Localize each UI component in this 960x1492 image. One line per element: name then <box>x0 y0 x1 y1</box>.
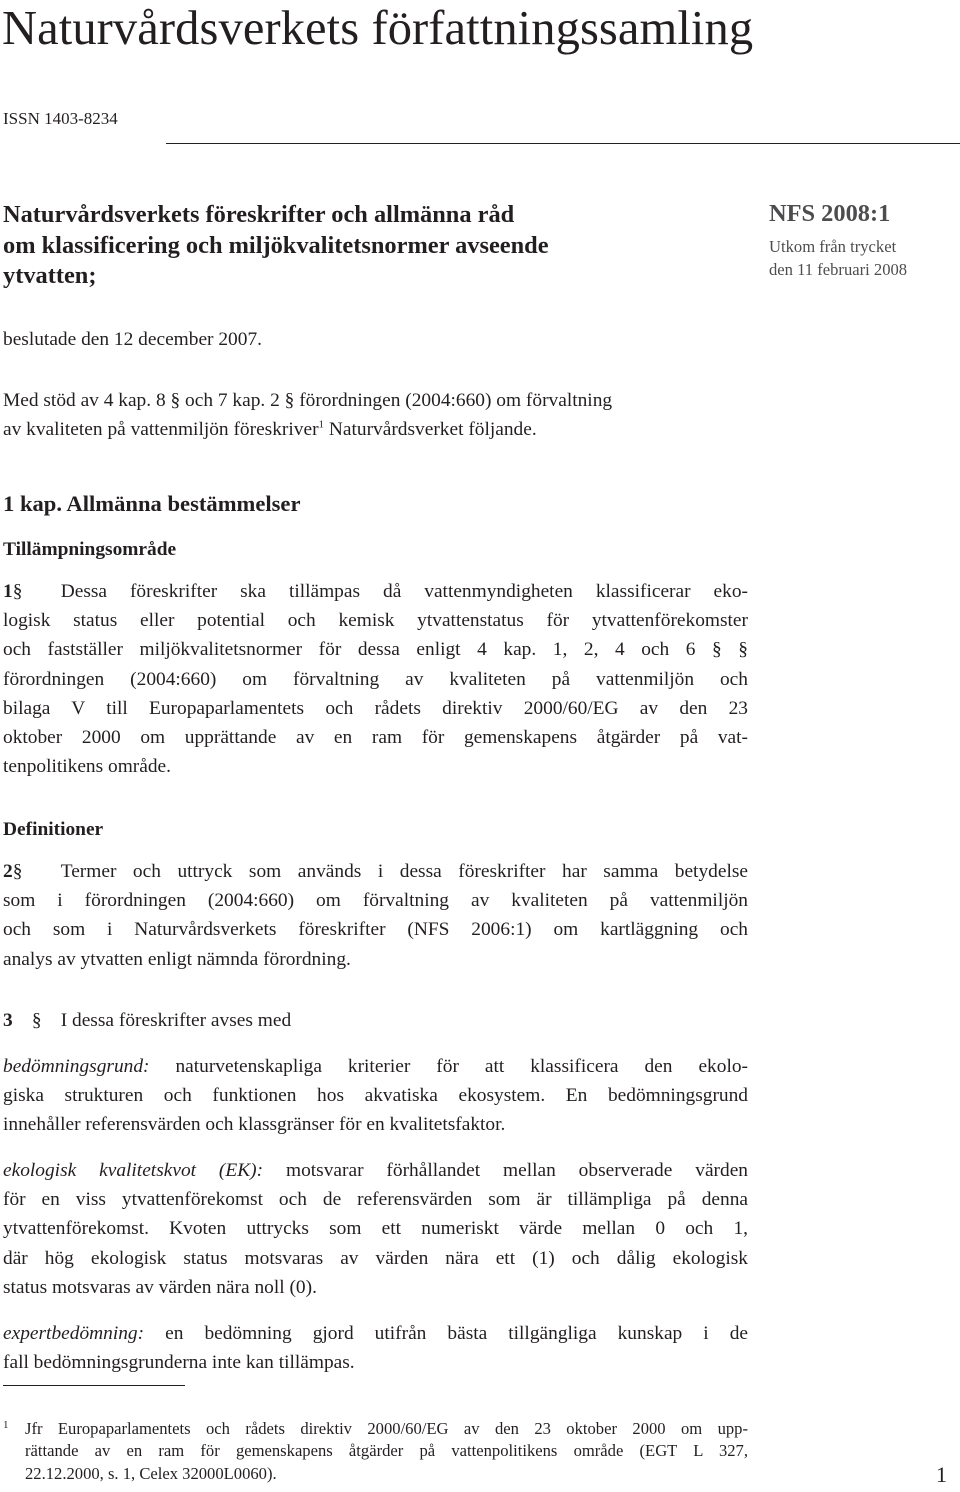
title-line: Naturvårdsverkets föreskrifter och allmänna råd <box>3 201 515 228</box>
paragraph-line: förordningen (2004:660) om förvaltning av kvaliteten på vattenmiljön och <box>3 668 748 690</box>
footnote-divider <box>3 1385 185 1386</box>
paragraph-text: Termer och uttryck som används i dessa föreskrifter har samma betydelse <box>60 861 748 882</box>
document-title <box>3 200 693 292</box>
paragraph-line: innehåller referensvärden och klassgränser för en kvalitetsfaktor. <box>3 1114 506 1136</box>
header-divider <box>166 143 960 144</box>
definition-expertbedomning <box>3 1319 748 1377</box>
paragraph-line: logisk status eller potential och kemisk ytvattenstatus för ytvattenförekomster <box>3 610 748 632</box>
footnote-line <box>3 1440 748 1462</box>
authority-text: av kvaliteten på vattenmiljön föreskriver <box>3 419 319 441</box>
authority-line <box>3 415 748 444</box>
section-3-paragraph <box>3 1006 748 1035</box>
paragraph-line <box>3 577 748 606</box>
paragraph-line: analys av ytvatten enligt nämnda förordning. <box>3 948 351 970</box>
publication-date <box>769 235 907 281</box>
footnote-line <box>3 1418 748 1440</box>
footnote-text: Jfr Europaparlamentets och rådets direktiv 2000/60/EG av den 23 oktober 2000 om upp- <box>25 1419 748 1438</box>
section-sign: § <box>31 1010 42 1031</box>
definition-term: ekologisk kvalitetskvot (EK): <box>3 1160 264 1181</box>
authority-line: Med stöd av 4 kap. 8 § och 7 kap. 2 § förordningen (2004:660) om förvaltning <box>3 390 613 411</box>
paragraph-line: där hög ekologisk status motsvaras av värden nära ett (1) och dålig ekologisk <box>3 1247 748 1269</box>
section-heading-definitions: Definitioner <box>3 819 104 840</box>
decision-date <box>3 325 748 354</box>
section-sign: § <box>12 861 23 882</box>
publication-date-line: Utkom från trycket <box>769 237 897 256</box>
title-line: om klassificering och miljökvalitetsnormer avseende <box>3 231 549 259</box>
definition-bedomningsgrund <box>3 1052 748 1140</box>
paragraph-line <box>3 1319 748 1348</box>
publication-date-line: den 11 februari 2008 <box>769 260 908 279</box>
paragraph-line: bilaga V till Europaparlamentets och rådets direktiv 2000/60/EG av den 23 <box>3 697 748 719</box>
chapter-heading: 1 kap. Allmänna bestämmelser <box>3 491 301 516</box>
footnote-mark: 1 <box>3 1419 9 1431</box>
definition-ekologisk-kvalitetskvot <box>3 1156 748 1302</box>
paragraph-line <box>3 857 748 886</box>
footnote-reference: 1 <box>318 418 325 431</box>
definition-text: motsvarar förhållandet mellan observerade värden <box>263 1160 748 1181</box>
footnote <box>3 1418 748 1485</box>
definition-term: bedömningsgrund: <box>3 1056 150 1077</box>
authority-paragraph <box>3 386 748 444</box>
title-line: ytvatten; <box>3 262 97 289</box>
authority-text: Naturvårdsverket följande. <box>324 419 537 441</box>
section-number: 2 <box>3 861 13 882</box>
page-number: 1 <box>936 1462 947 1487</box>
paragraph-line <box>3 1006 748 1035</box>
footnote-text: 22.12.2000, s. 1, Celex 32000L0060). <box>25 1463 277 1483</box>
paragraph-text: I dessa föreskrifter avses med <box>60 1010 292 1031</box>
paragraph-line: oktober 2000 om upprättande av en ram för gemenskapens åtgärder på vat- <box>3 726 748 748</box>
paragraph-line: och fastställer miljökvalitetsnormer för dessa enligt 4 kap. 1, 2, 4 och 6 § § <box>3 639 748 661</box>
paragraph-line: status motsvaras av värden nära noll (0). <box>3 1276 317 1298</box>
section-2-paragraph <box>3 857 748 974</box>
definition-term: expertbedömning: <box>3 1323 145 1344</box>
paragraph-line: fall bedömningsgrunderna inte kan tillämpas. <box>3 1352 355 1374</box>
definition-text: en bedömning gjord utifrån bästa tillgängliga kunskap i de <box>144 1323 748 1344</box>
definition-text: naturvetenskapliga kriterier för att klassificera den ekolo- <box>149 1056 748 1077</box>
section-number: 1 <box>3 581 13 602</box>
paragraph-line: som i förordningen (2004:660) om förvaltning av kvaliteten på vattenmiljön <box>3 890 748 912</box>
section-sign: § <box>12 581 23 602</box>
issn-number: ISSN 1403-8234 <box>3 109 118 128</box>
paragraph-line: för en viss ytvattenförekomst och de referensvärden som är tillämpliga på denna <box>3 1189 748 1211</box>
section-1-paragraph <box>3 577 748 781</box>
paragraph-line: ytvattenförekomst. Kvoten uttrycks som ett numeriskt värde mellan 0 och 1, <box>3 1218 748 1240</box>
paragraph-line: och som i Naturvårdsverkets föreskrifter (NFS 2006:1) om kartläggning och <box>3 919 748 941</box>
paragraph-line: giska strukturen och funktionen hos akvatiska ekosystem. En bedömningsgrund <box>3 1085 748 1107</box>
paragraph-line: tenpolitikens område. <box>3 756 172 778</box>
paragraph-line <box>3 1156 748 1185</box>
paragraph-text: Dessa föreskrifter ska tillämpas då vattenmyndigheten klassificerar eko- <box>60 581 748 602</box>
section-heading-scope: Tillämpningsområde <box>3 539 177 560</box>
nfs-code: NFS 2008:1 <box>769 200 891 227</box>
decision-date-text: beslutade den 12 december 2007. <box>3 329 262 350</box>
footnote-text: rättande av en ram för gemenskapens åtgärder på vattenpolitikens område (EGT L 327, <box>25 1441 748 1461</box>
section-number: 3 <box>3 1010 13 1031</box>
footnote-line <box>3 1463 748 1485</box>
paragraph-line <box>3 1052 748 1081</box>
publication-masthead: Naturvårdsverkets författningssamling <box>2 2 754 55</box>
